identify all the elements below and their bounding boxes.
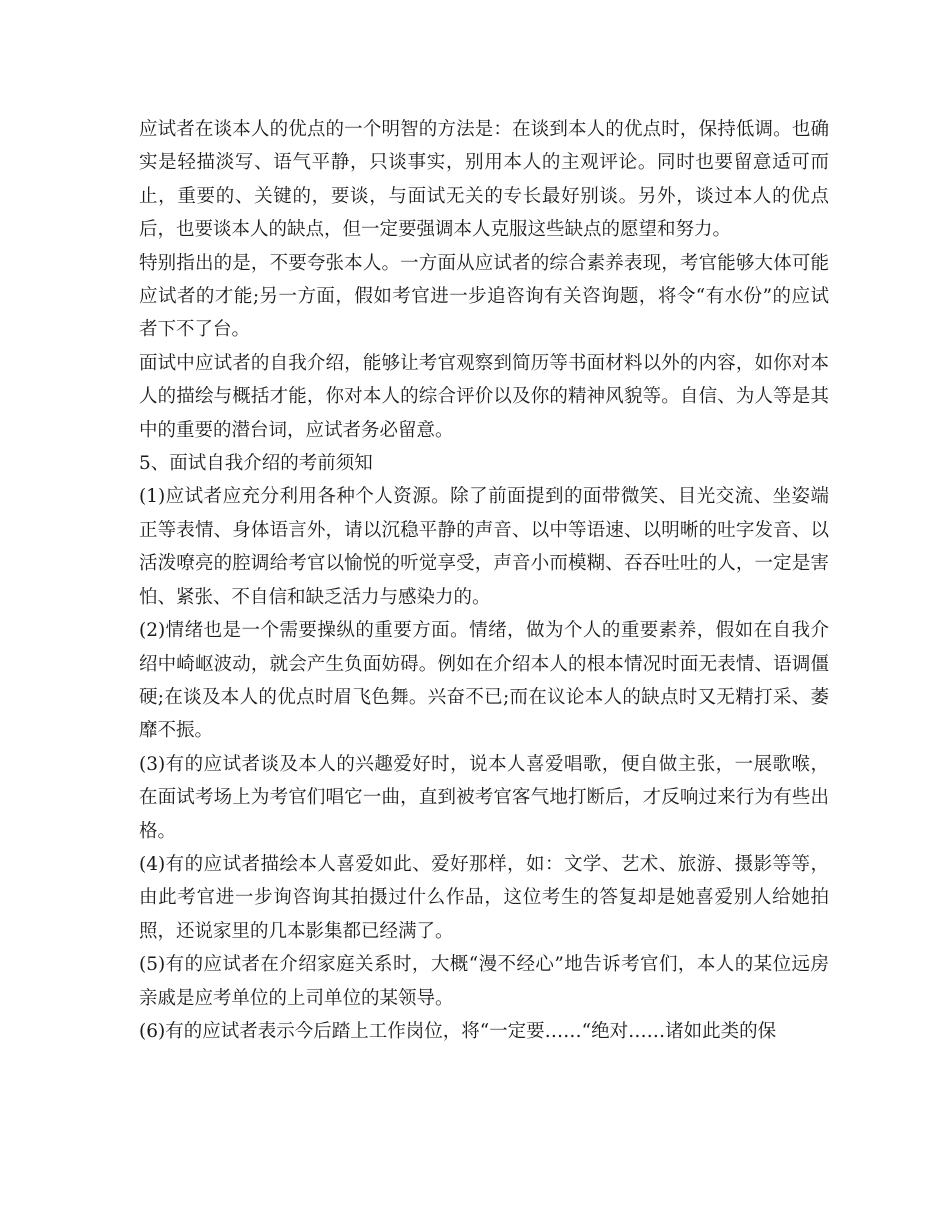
list-item-4: (4)有的应试者描绘本人喜爱如此、爱好那样，如：文学、艺术、旅游、摄影等等，由此考官进一步询咨询其拍摄过什么作品，这位考生的答复却是她喜爱别人给她拍照，还说家里的几本影集都已经满了。: [139, 853, 829, 942]
section-heading: 5、面试自我介绍的考前须知: [139, 453, 373, 475]
list-item-1: (1)应试者应充分利用各种个人资源。除了前面提到的面带微笑、目光交流、坐姿端正等表情、身体语言外，请以沉稳平静的声音、以中等语速、以明晰的吐字发音、以活泼嘹亮的腔调给考官以愉悦的听觉享受，声音小而模糊、吞吞吐吐的人，一定是害怕、紧张、不自信和缺乏活力与感染力的。: [139, 486, 829, 608]
list-item-3: (3)有的应试者谈及本人的兴趣爱好时，说本人喜爱唱歌，便自做主张，一展歌喉，在面试考场上为考官们唱它一曲，直到被考官客气地打断后，才反响过来行为有些出格。: [139, 753, 829, 842]
document-body: [139, 113, 829, 1048]
paragraph-no-exaggeration: 特别指出的是，不要夸张本人。一方面从应试者的综合素养表现，考官能够大体可能应试者的才能;另一方面，假如考官进一步追咨询有关咨询题，将令“有水份”的应试者下不了台。: [139, 252, 829, 341]
list-item-5: (5)有的应试者在介绍家庭关系时，大概“漫不经心”地告诉考官们，本人的某位远房亲戚是应考单位的上司单位的某领导。: [139, 954, 829, 1009]
paragraph-self-introduction: 面试中应试者的自我介绍，能够让考官观察到简历等书面材料以外的内容，如你对本人的描绘与概括才能，你对本人的综合评价以及你的精神风貌等。自信、为人等是其中的重要的潜台词，应试者务必留意。: [139, 352, 829, 441]
paragraph-modesty-strengths: 应试者在谈本人的优点的一个明智的方法是：在谈到本人的优点时，保持低调。也确实是轻描淡写、语气平静，只谈事实，别用本人的主观评论。同时也要留意适可而止，重要的、关键的，要谈，与面试无关的专长最好别谈。另外，谈过本人的优点后，也要谈本人的缺点，但一定要强调本人克服这些缺点的愿望和努力。: [139, 119, 829, 241]
list-item-2: (2)情绪也是一个需要操纵的重要方面。情绪，做为个人的重要素养，假如在自我介绍中崎岖波动，就会产生负面妨碍。例如在介绍本人的根本情况时面无表情、语调僵硬;在谈及本人的优点时眉飞色舞。兴奋不已;而在议论本人的缺点时又无精打采、萎靡不振。: [139, 620, 829, 742]
list-item-6: (6)有的应试者表示今后踏上工作岗位，将“一定要……“绝对……诸如此类的保: [139, 1020, 777, 1042]
